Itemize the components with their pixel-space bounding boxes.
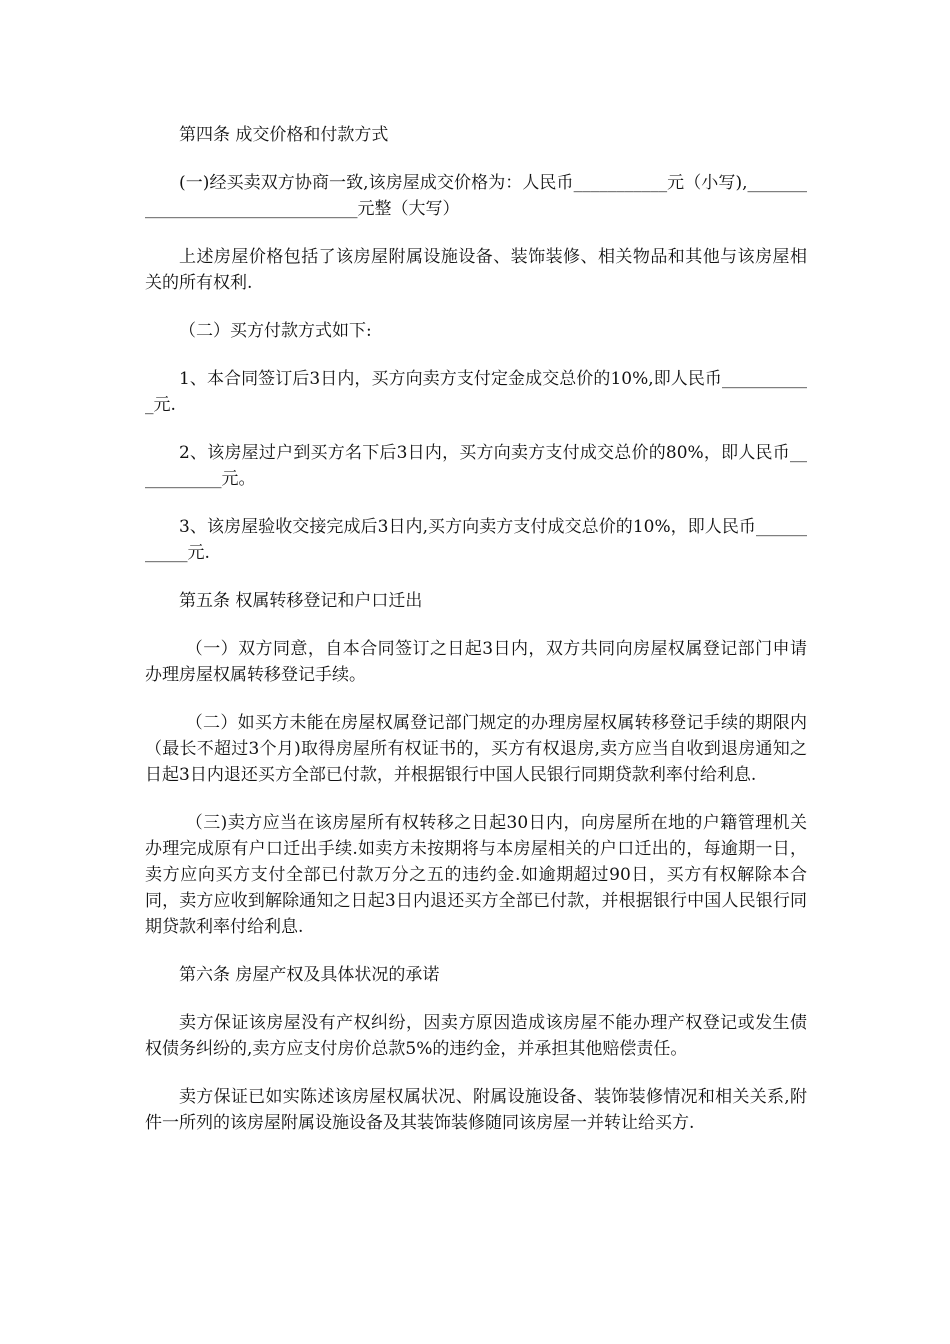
article-6-clause-1: 卖方保证该房屋没有产权纠纷，因卖方原因造成该房屋不能办理产权登记或发生债权债务纠纷的,卖方应支付房价总款5%的违约金，并承担其他赔偿责任。 — [145, 1013, 807, 1059]
article-4-price-scope: 上述房屋价格包括了该房屋附属设施设备、装饰装修、相关物品和其他与该房屋相关的所有权利. — [145, 247, 807, 293]
article-5-clause-1: （一）双方同意，自本合同签订之日起3日内，双方共同向房屋权属登记部门申请办理房屋权属转移登记手续。 — [145, 639, 807, 685]
article-5-heading: 第五条 权属转移登记和户口迁出 — [179, 591, 423, 611]
payment-item-1: 1、本合同签订后3日内，买方向卖方支付定金成交总价的10%,即人民币___________元. — [145, 369, 807, 415]
payment-item-2: 2、该房屋过户到买方名下后3日内，买方向卖方支付成交总价的80%，即人民币___________元。 — [145, 443, 807, 489]
article-4-clause-2-heading: （二）买方付款方式如下: — [179, 321, 372, 341]
article-4-heading: 第四条 成交价格和付款方式 — [179, 125, 389, 145]
document-page — [145, 122, 807, 1158]
article-5-clause-3: （三)卖方应当在该房屋所有权转移之日起30日内，向房屋所在地的户籍管理机关办理完成原有户口迁出手续.如卖方未按期将与本房屋相关的户口迁出的，每逾期一日，卖方应向买方支付全部已付款万分之五的违约金.如逾期超过90日，买方有权解除本合同，卖方应收到解除通知之日起3日内退还买方全部已付款，并根据银行中国人民银行同期贷款利率付给利息. — [145, 813, 807, 937]
article-6-clause-2: 卖方保证已如实陈述该房屋权属状况、附属设施设备、装饰装修情况和相关关系,附件一所列的该房屋附属设施设备及其装饰装修随同该房屋一并转让给买方. — [145, 1087, 807, 1133]
article-6-heading: 第六条 房屋产权及具体状况的承诺 — [179, 965, 440, 985]
article-4-clause-1-price: (一)经买卖双方协商一致,该房屋成交价格为：人民币___________元（小写),________________________________元整（大写） — [145, 173, 807, 219]
article-5-clause-2: （二）如买方未能在房屋权属登记部门规定的办理房屋权属转移登记手续的期限内（最长不超过3个月)取得房屋所有权证书的，买方有权退房,卖方应当自收到退房通知之日起3日内退还买方全部已付款，并根据银行中国人民银行同期贷款利率付给利息. — [145, 713, 807, 785]
payment-item-3: 3、该房屋验收交接完成后3日内,买方向卖方支付成交总价的10%，即人民币___________元. — [145, 517, 807, 563]
